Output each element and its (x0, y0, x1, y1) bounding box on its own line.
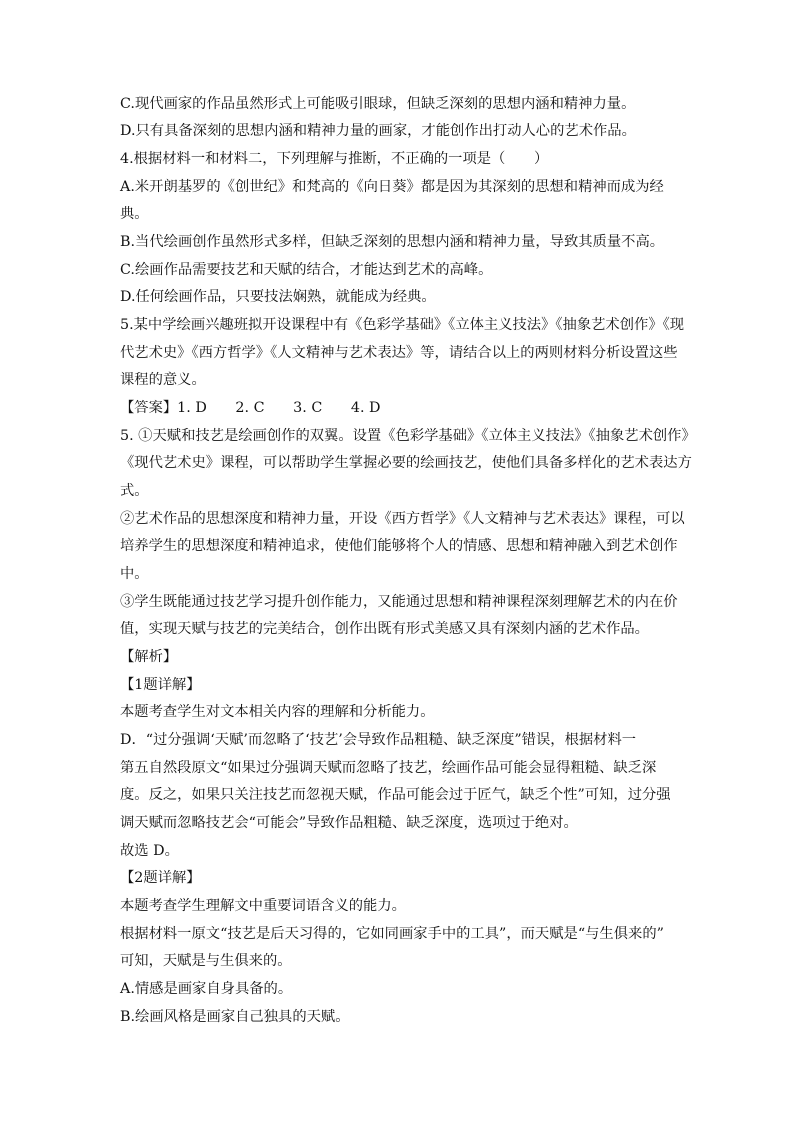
question-5-stem-line-1: 5.某中学绘画兴趣班拟开设课程中有《色彩学基础》《立体主义技法》《抽象艺术创作》《现 (120, 317, 685, 333)
q1-detail-intro: 本题考查学生对文本相关内容的理解和分析能力。 (120, 704, 435, 720)
q4-option-b: B.当代绘画创作虽然形式多样，但缺乏深刻的思想内涵和精神力量，导致其质量不高。 (120, 234, 665, 250)
answer-5-point-2-line-1: ②艺术作品的思想深度和精神力量，开设《西方哲学》《人文精神与艺术表达》课程，可以 (120, 511, 685, 527)
question-4-stem: 4.根据材料一和材料二，下列理解与推断，不正确的一项是（ ） (120, 151, 549, 167)
answer-5-point-2-line-2: 培养学生的思想深度和精神追求，使他们能够将个人的情感、思想和精神融入到艺术创作 (120, 538, 678, 554)
q1-detail-line-2: 第五自然段原文“如果过分强调天赋而忽略了技艺，绘画作品可能会显得粗糙、缺乏深 (120, 760, 657, 776)
answer-5-point-1-line-3: 式。 (120, 483, 149, 499)
q1-detail-line-1: D．“过分强调‘天赋’而忽略了‘技艺’会导致作品粗糙、缺乏深度”错误，根据材料一 (120, 732, 637, 748)
q2-detail-intro: 本题考查学生理解文中重要词语含义的能力。 (120, 898, 406, 914)
q2-option-b: B.绘画风格是画家自己独具的天赋。 (120, 1009, 350, 1025)
answer-key: 【答案】1. D 2. C 3. C 4. D (120, 400, 381, 416)
q2-detail-line-2: 可知，天赋是与生俱来的。 (120, 953, 292, 969)
q2-option-a: A.情感是画家自身具备的。 (120, 981, 293, 997)
answer-5-point-2-line-3: 中。 (120, 566, 149, 582)
answer-5-point-3-line-1: ③学生既能通过技艺学习提升创作能力，又能通过思想和精神课程深刻理解艺术的内在价 (120, 594, 678, 610)
option-c-line: C.现代画家的作品虽然形式上可能吸引眼球，但缺乏深刻的思想内涵和精神力量。 (120, 96, 636, 112)
q1-conclusion: 故选 D。 (120, 843, 179, 859)
question-5-stem-line-3: 课程的意义。 (120, 372, 206, 388)
answer-5-point-3-line-2: 值，实现天赋与技艺的完美结合，创作出既有形式美感又具有深刻内涵的艺术作品。 (120, 621, 649, 637)
q2-detail-heading: 【2题详解】 (120, 870, 201, 886)
q4-option-c: C.绘画作品需要技艺和天赋的结合，才能达到艺术的高峰。 (120, 262, 493, 278)
answer-5-point-1-line-1: 5. ①天赋和技艺是绘画创作的双翼。设置《色彩学基础》《立体主义技法》《抽象艺术创作》 (120, 428, 696, 444)
answer-5-point-1-line-2: 《现代艺术史》课程，可以帮助学生掌握必要的绘画技艺，使他们具备多样化的艺术表达方 (120, 455, 692, 471)
q4-option-a-line-2: 典。 (120, 206, 149, 222)
q1-detail-heading: 【1题详解】 (120, 677, 201, 693)
q4-option-a-line-1: A.米开朗基罗的《创世纪》和梵高的《向日葵》都是因为其深刻的思想和精神而成为经 (120, 179, 664, 195)
q1-detail-line-3: 度。反之，如果只关注技艺而忽视天赋，作品可能会过于匠气，缺乏个性”可知，过分强 (120, 787, 671, 803)
analysis-heading: 【解析】 (120, 649, 178, 665)
q1-detail-line-4: 调天赋而忽略技艺会“可能会”导致作品粗糙、缺乏深度，选项过于绝对。 (120, 815, 578, 831)
q4-option-d: D.任何绘画作品，只要技法娴熟，就能成为经典。 (120, 289, 436, 305)
option-d-line: D.只有具备深刻的思想内涵和精神力量的画家，才能创作出打动人心的艺术作品。 (120, 123, 636, 139)
question-5-stem-line-2: 代艺术史》《西方哲学》《人文精神与艺术表达》等，请结合以上的两则材料分析设置这些 (120, 345, 678, 361)
q2-detail-line-1: 根据材料一原文“技艺是后天习得的，它如同画家手中的工具”，而天赋是“与生俱来的” (120, 926, 664, 942)
